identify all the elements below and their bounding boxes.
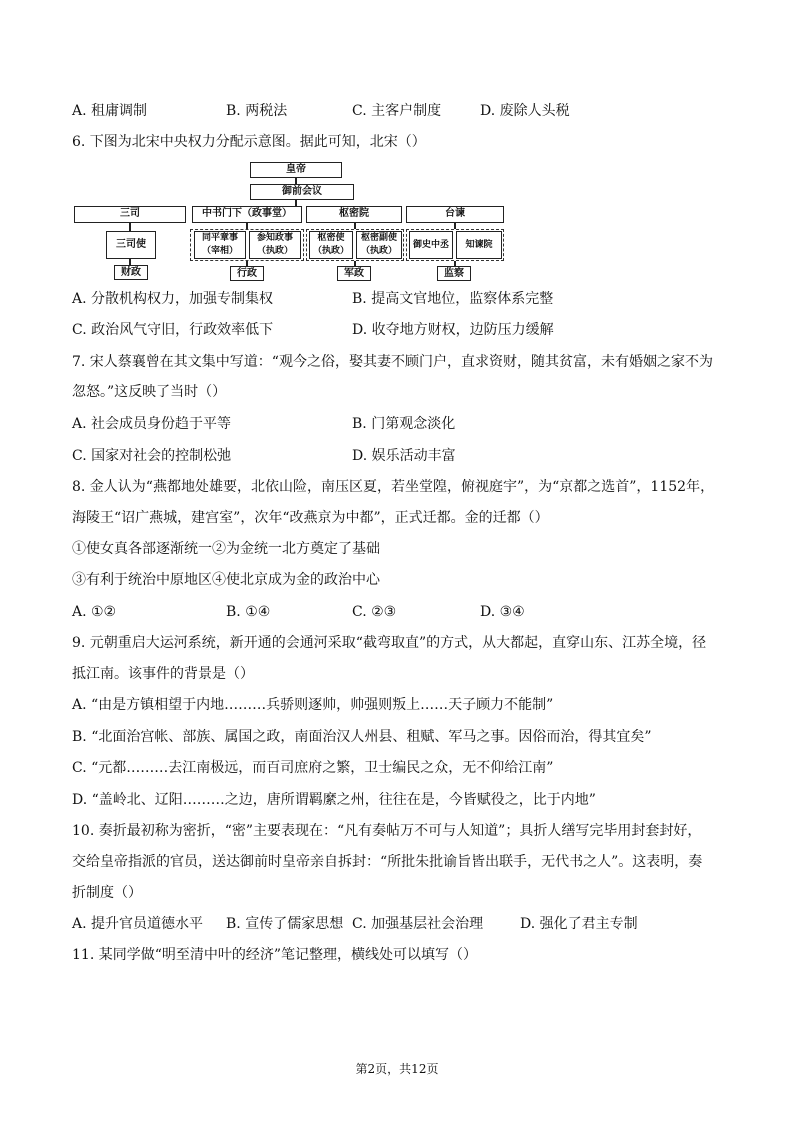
q11-stem: 11. 某同学做“明至清中叶的经济”笔记整理，横线处可以填写（） bbox=[72, 947, 478, 963]
diagram-col3-sub1: 枢密使（执政） bbox=[309, 231, 353, 259]
q10-stem-2: 交给皇帝指派的官员，送达御前时皇帝亲自拆封：“所批朱批谕旨皆出联手，无代书之人”。这表明，奏 bbox=[72, 854, 703, 870]
diagram-col4-sub2: 知谏院 bbox=[456, 231, 502, 259]
q9-stem-2: 抵江南。该事件的背景是（） bbox=[72, 666, 254, 682]
q7-option-b: B. 门第观念淡化 bbox=[352, 416, 456, 432]
q8-item-1: ①使女真各部逐渐统一②为金统一北方奠定了基础 bbox=[72, 541, 380, 557]
q7-option-c: C. 国家对社会的控制松弛 bbox=[72, 448, 232, 464]
q6-option-b: B. 提高文官地位，监察体系完整 bbox=[352, 291, 554, 307]
diagram-col2-sub2: 参知政事（执政） bbox=[249, 231, 301, 259]
q10-stem-3: 折制度（） bbox=[72, 885, 142, 901]
q6-option-c: C. 政治风气守旧，行政效率低下 bbox=[72, 322, 274, 338]
q8-stem-1: 8. 金人认为“燕都地处雄要，北依山险，南压区夏，若坐堂隍，俯视庭宇”，为“京都之选首”，1152年， bbox=[72, 479, 715, 495]
page-footer: 第2页，共12页 bbox=[355, 1062, 439, 1076]
diagram-col3-head: 枢密院 bbox=[306, 206, 402, 223]
q5-option-a: A. 租庸调制 bbox=[72, 103, 148, 119]
q9-option-b: B. “北面治宫帐、部族、属国之政，南面治汉人州县、租赋、军马之事。因俗而治，得其宜矣” bbox=[72, 729, 652, 745]
q9-stem-1: 9. 元朝重启大运河系统，新开通的会通河采取“截弯取直”的方式，从大都起，直穿山东、江苏全境，径 bbox=[72, 635, 707, 651]
diagram-col2-head: 中书门下（政事堂） bbox=[192, 206, 302, 223]
q10-option-a: A. 提升官员道德水平 bbox=[72, 916, 204, 932]
power-distribution-diagram bbox=[74, 162, 504, 282]
q8-option-d: D. ③④ bbox=[480, 604, 525, 620]
q7-stem-2: 忽怒。”这反映了当时（） bbox=[72, 384, 227, 400]
diagram-col2-func: 行政 bbox=[230, 266, 264, 281]
q9-option-a: A. “由是方镇相望于内地………兵骄则逐帅，帅强则叛上……天子顾力不能制” bbox=[72, 697, 554, 713]
diagram-col4-func: 监察 bbox=[437, 266, 471, 281]
q10-stem-1: 10. 奏折最初称为密折，“密”主要表现在：“凡有奏帖万不可与人知道”；具折人缮写完毕用封套封好， bbox=[72, 823, 702, 839]
q10-option-d: D. 强化了君主专制 bbox=[520, 916, 638, 932]
q7-stem-1: 7. 宋人蔡襄曾在其文集中写道：“观今之俗，娶其妻不顾门户，直求资财，随其贫富，未有婚姻之家不为 bbox=[72, 354, 713, 370]
q8-option-a: A. ①② bbox=[72, 604, 117, 620]
q9-option-c: C. “元都………去江南极远，而百司庶府之繁，卫士编民之众，无不仰给江南” bbox=[72, 760, 554, 776]
diagram-col4-head: 台谏 bbox=[406, 206, 504, 223]
q5-option-c: C. 主客户制度 bbox=[352, 103, 442, 119]
diagram-emperor: 皇帝 bbox=[250, 162, 342, 178]
diagram-col4-sub1: 御史中丞 bbox=[409, 231, 453, 259]
diagram-col1-sub: 三司使 bbox=[106, 231, 156, 259]
diagram-council: 御前会议 bbox=[250, 184, 354, 200]
q7-option-d: D. 娱乐活动丰富 bbox=[352, 448, 456, 464]
q5-option-b: B. 两税法 bbox=[226, 103, 288, 119]
q5-option-d: D. 废除人头税 bbox=[480, 103, 570, 119]
diagram-col3-func: 军政 bbox=[337, 266, 371, 281]
q10-option-b: B. 宣传了儒家思想 bbox=[226, 916, 344, 932]
diagram-col1-head: 三司 bbox=[74, 206, 186, 223]
q8-stem-2: 海陵王“诏广燕城，建宫室”，次年“改燕京为中都”，正式迁都。金的迁都（） bbox=[72, 510, 549, 526]
diagram-col1-func: 财政 bbox=[114, 265, 148, 280]
diagram-col2-sub1: 同平章事（宰相） bbox=[194, 231, 246, 259]
q6-option-a: A. 分散机构权力，加强专制集权 bbox=[72, 291, 274, 307]
q6-option-d: D. 收夺地方财权，边防压力缓解 bbox=[352, 322, 554, 338]
q8-option-c: C. ②③ bbox=[352, 604, 397, 620]
q10-option-c: C. 加强基层社会治理 bbox=[352, 916, 484, 932]
diagram-col3-sub2: 枢密副使（执政） bbox=[356, 231, 402, 259]
q8-item-2: ③有利于统治中原地区④使北京成为金的政治中心 bbox=[72, 572, 380, 588]
q9-option-d: D. “盖岭北、辽阳………之边，唐所谓羁縻之州，往往在是，今皆赋役之，比于内地” bbox=[72, 792, 596, 808]
q7-option-a: A. 社会成员身份趋于平等 bbox=[72, 416, 232, 432]
q6-stem: 6. 下图为北宋中央权力分配示意图。据此可知，北宋（） bbox=[72, 134, 426, 150]
q8-option-b: B. ①④ bbox=[226, 604, 271, 620]
